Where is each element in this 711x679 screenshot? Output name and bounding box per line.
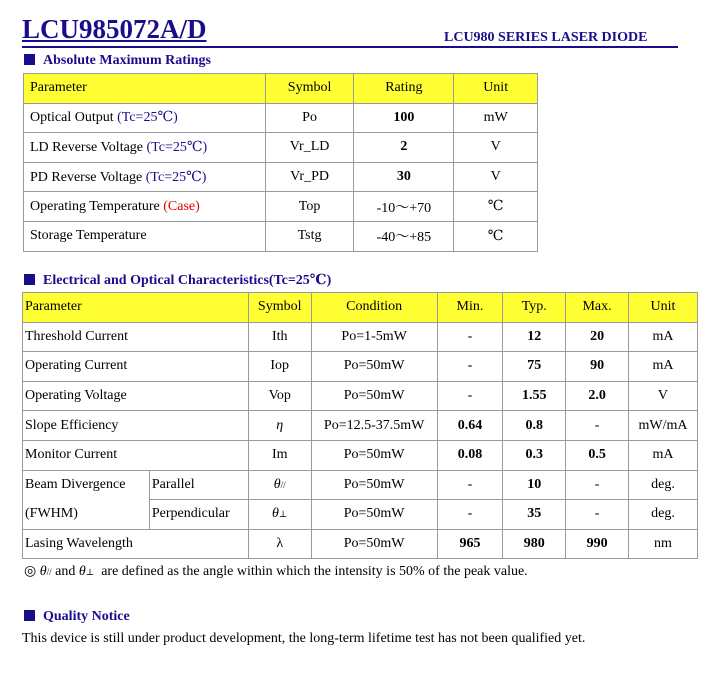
condition-cell: Po=50mW [311, 381, 437, 411]
condition-cell: Po=1-5mW [311, 322, 437, 352]
table-header-row [23, 293, 698, 323]
rating-cell: -40～+85 [354, 221, 454, 251]
param-cell: Threshold Current [23, 322, 249, 352]
section-eo-title: Electrical and Optical Characteristics(Tc=25℃) [43, 273, 332, 288]
table-row [23, 500, 698, 530]
col-header: Unit [454, 74, 538, 104]
abs-max-table [23, 73, 538, 252]
max-cell: 2.0 [566, 381, 629, 411]
unit-cell: mA [628, 322, 697, 352]
typ-cell: 0.8 [503, 411, 566, 441]
symbol-cell: Vr_PD [265, 162, 354, 192]
symbol-cell: θ⊥ [248, 500, 311, 530]
param-cell: Monitor Current [23, 440, 249, 470]
col-header: Symbol [248, 293, 311, 323]
typ-cell: 980 [503, 529, 566, 559]
section-quality [24, 609, 130, 625]
condition-cell: Po=50mW [311, 529, 437, 559]
min-cell: - [437, 470, 503, 500]
unit-cell: V [628, 381, 697, 411]
rating-cell: 30 [354, 162, 454, 192]
unit-cell: V [454, 162, 538, 192]
max-cell: - [566, 411, 629, 441]
unit-cell: nm [628, 529, 697, 559]
symbol-cell: Vr_LD [265, 133, 354, 163]
table-row [23, 529, 698, 559]
condition-cell: Po=12.5-37.5mW [311, 411, 437, 441]
min-cell: 965 [437, 529, 503, 559]
table-row [23, 322, 698, 352]
col-header: Unit [628, 293, 697, 323]
table-row [23, 470, 698, 500]
section-square-icon [24, 610, 35, 621]
table-row [23, 411, 698, 441]
rating-cell: -10～+70 [354, 192, 454, 222]
min-cell: - [437, 381, 503, 411]
condition-cell: Po=50mW [311, 440, 437, 470]
param-cell: Optical Output (Tc=25℃) [24, 103, 266, 133]
table-row [23, 352, 698, 382]
rating-cell: 2 [354, 133, 454, 163]
part-number-title: LCU985072A/D [22, 14, 207, 44]
typ-cell: 12 [503, 322, 566, 352]
param-cell: PD Reverse Voltage (Tc=25℃) [24, 162, 266, 192]
symbol-cell: Im [248, 440, 311, 470]
min-cell: 0.64 [437, 411, 503, 441]
col-header: Parameter [24, 74, 266, 104]
col-header: Condition [311, 293, 437, 323]
symbol-cell: λ [248, 529, 311, 559]
param-cell: Operating Temperature (Case) [24, 192, 266, 222]
table-row [24, 103, 538, 133]
condition-cell: Po=50mW [311, 500, 437, 530]
title-rule [22, 46, 678, 48]
table-row [23, 440, 698, 470]
param-cell: LD Reverse Voltage (Tc=25℃) [24, 133, 266, 163]
unit-cell: ℃ [454, 221, 538, 251]
max-cell: - [566, 500, 629, 530]
series-label: LCU980 SERIES LASER DIODE [444, 30, 648, 45]
eo-table [22, 292, 698, 559]
param-cell: (FWHM) [23, 500, 150, 530]
unit-cell: V [454, 133, 538, 163]
unit-cell: mW/mA [628, 411, 697, 441]
section-eo [24, 272, 331, 289]
max-cell: - [566, 470, 629, 500]
col-header: Symbol [265, 74, 354, 104]
param-cell: Storage Temperature [24, 221, 266, 251]
section-square-icon [24, 54, 35, 65]
condition-cell: Po=50mW [311, 352, 437, 382]
symbol-cell: Vop [248, 381, 311, 411]
unit-cell: mA [628, 440, 697, 470]
table-header-row [24, 74, 538, 104]
param-cell: Operating Current [23, 352, 249, 382]
col-header: Parameter [23, 293, 249, 323]
col-header: Typ. [503, 293, 566, 323]
max-cell: 990 [566, 529, 629, 559]
col-header: Max. [566, 293, 629, 323]
col-header: Rating [354, 74, 454, 104]
symbol-cell: η [248, 411, 311, 441]
rating-cell: 100 [354, 103, 454, 133]
param-cell: Lasing Wavelength [23, 529, 249, 559]
subparam-cell: Perpendicular [149, 500, 248, 530]
unit-cell: deg. [628, 470, 697, 500]
typ-cell: 10 [503, 470, 566, 500]
condition-cell: Po=50mW [311, 470, 437, 500]
symbol-cell: θ// [248, 470, 311, 500]
section-abs-max [24, 53, 211, 69]
unit-cell: ℃ [454, 192, 538, 222]
symbol-cell: Po [265, 103, 354, 133]
max-cell: 20 [566, 322, 629, 352]
typ-cell: 75 [503, 352, 566, 382]
note-marker-icon: ◎ [24, 564, 37, 579]
unit-cell: mA [628, 352, 697, 382]
table-row [24, 192, 538, 222]
param-cell: Slope Efficiency [23, 411, 249, 441]
unit-cell: mW [454, 103, 538, 133]
max-cell: 90 [566, 352, 629, 382]
section-abs-max-title: Absolute Maximum Ratings [43, 53, 212, 68]
max-cell: 0.5 [566, 440, 629, 470]
divergence-note: ◎ θ// and θ⊥ are defined as the angle within which the intensity is 50% of the peak value. [24, 564, 528, 579]
min-cell: - [437, 500, 503, 530]
note-text: are defined as the angle within which the intensity is 50% of the peak value. [101, 564, 528, 579]
quality-notice-text: This device is still under product development, the long-term lifetime test has not been qualified yet. [22, 631, 586, 646]
table-row [24, 221, 538, 251]
symbol-cell: Tstg [265, 221, 354, 251]
typ-cell: 35 [503, 500, 566, 530]
subparam-cell: Parallel [149, 470, 248, 500]
min-cell: - [437, 352, 503, 382]
min-cell: 0.08 [437, 440, 503, 470]
section-quality-title: Quality Notice [43, 609, 130, 624]
unit-cell: deg. [628, 500, 697, 530]
param-cell: Beam Divergence [23, 470, 150, 500]
section-square-icon [24, 274, 35, 285]
param-cell: Operating Voltage [23, 381, 249, 411]
min-cell: - [437, 322, 503, 352]
table-row [24, 162, 538, 192]
symbol-cell: Ith [248, 322, 311, 352]
typ-cell: 1.55 [503, 381, 566, 411]
symbol-cell: Top [265, 192, 354, 222]
table-row [23, 381, 698, 411]
col-header: Min. [437, 293, 503, 323]
typ-cell: 0.3 [503, 440, 566, 470]
symbol-cell: Iop [248, 352, 311, 382]
table-row [24, 133, 538, 163]
